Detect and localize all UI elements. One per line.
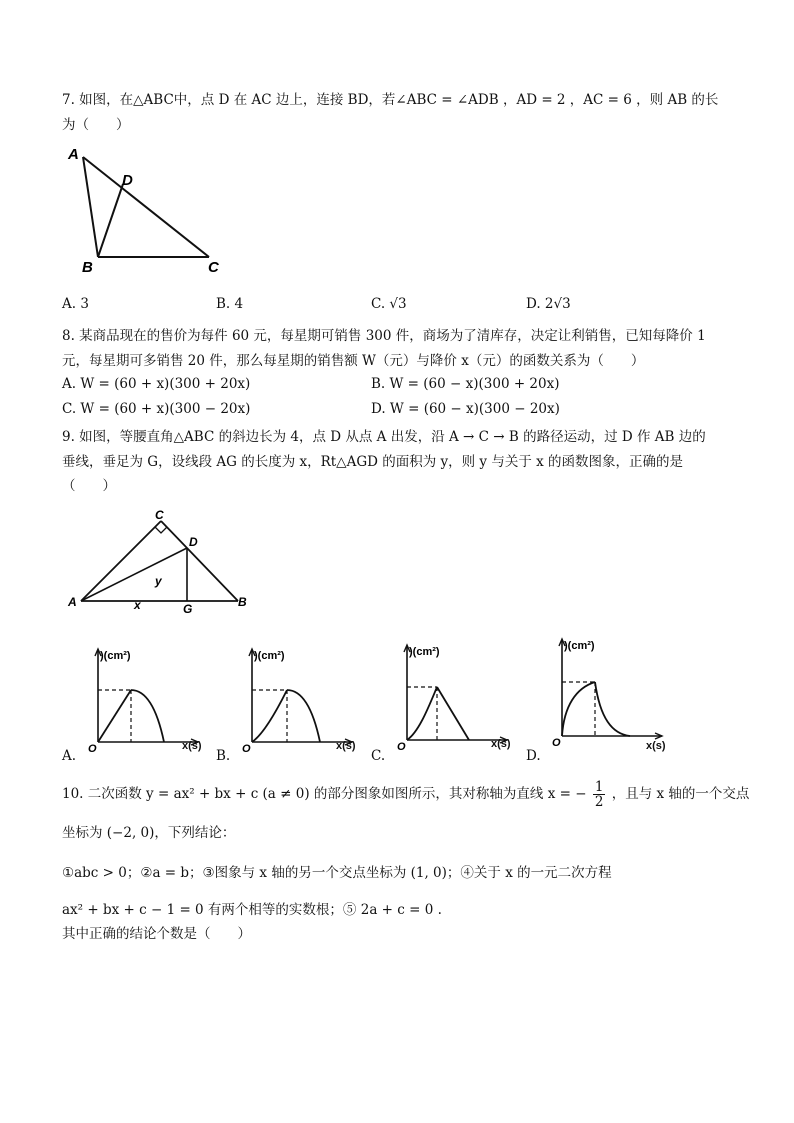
- q7-label-d: D: [122, 172, 133, 189]
- q9-graph-b[interactable]: [240, 644, 358, 754]
- q7-option-a[interactable]: A. 3: [62, 296, 89, 312]
- q9-label-d: D: [189, 535, 198, 549]
- q9-graph-a-origin: O: [88, 743, 97, 754]
- q9-graph-c-xlabel: x(s): [491, 738, 511, 750]
- q10-stem-line1-head: 10. 二次函数 y = ax² + bx + c (a ≠ 0) 的部分图象如图所示，其对称轴为直线 x = −: [62, 786, 587, 802]
- q8-option-d[interactable]: D. W = (60 − x)(300 − 20x): [371, 401, 560, 417]
- q10-stem-line5: 其中正确的结论个数是（ ）: [62, 926, 251, 942]
- q8-option-b[interactable]: B. W = (60 − x)(300 + 20x): [371, 376, 560, 392]
- q10-stem-line2: 坐标为 (−2, 0)，下列结论：: [62, 825, 236, 841]
- q7-triangle-figure: [62, 140, 242, 275]
- q9-stem-line3: （ ）: [62, 478, 116, 494]
- q9-graph-d-origin: O: [552, 737, 561, 746]
- q7-option-b[interactable]: B. 4: [216, 296, 244, 312]
- q9-triangle-figure: [62, 505, 262, 615]
- q9-graph-b-ylabel: )(cm²): [254, 650, 285, 662]
- q10-stem-line1: [62, 780, 749, 809]
- q9-graph-c-origin: O: [397, 741, 406, 750]
- q10-fraction-numerator: 1: [594, 779, 604, 795]
- q9-graph-c-ylabel: )(cm²): [409, 646, 440, 658]
- q9-label-x: x: [134, 598, 141, 612]
- q9-stem-line1: 9. 如图，等腰直角△ABC 的斜边长为 4，点 D 从点 A 出发，沿 A → C → B 的路径运动，过 D 作 AB 边的: [62, 429, 706, 445]
- q7-stem-line2: 为（ ）: [62, 117, 130, 133]
- q8-option-c[interactable]: C. W = (60 + x)(300 − 20x): [62, 401, 251, 417]
- q7-option-d[interactable]: D. 2√3: [526, 296, 571, 312]
- q9-stem-line2: 垂线，垂足为 G，设线段 AG 的长度为 x，Rt△AGD 的面积为 y，则 y 与关于 x 的函数图象，正确的是: [62, 454, 684, 470]
- q9-label-g: G: [183, 602, 193, 615]
- q9-graph-b-option[interactable]: B.: [216, 748, 231, 764]
- q7-stem-line1: 7. 如图，在△ABC中，点 D 在 AC 边上，连接 BD，若∠ABC = ∠ADB ，AD = 2 ，AC = 6 ，则 AB 的长: [62, 92, 719, 108]
- q10-stem-line1-tail: ，且与 x 轴的一个交点: [611, 786, 750, 802]
- q10-fraction: [593, 780, 606, 809]
- q10-stem-line4: ax² + bx + c − 1 = 0 有两个相等的实数根；⑤ 2a + c = 0 .: [62, 902, 442, 918]
- q10-stem-line3: ①abc > 0；②a = b；③图象与 x 轴的另一个交点坐标为 (1, 0)；④关于 x 的一元二次方程: [62, 865, 612, 881]
- q9-label-y: y: [155, 574, 162, 588]
- q10-fraction-denominator: 2: [594, 794, 604, 810]
- q9-graph-d-option[interactable]: D.: [526, 748, 541, 764]
- q9-graph-d[interactable]: [550, 634, 668, 746]
- q9-graph-b-xlabel: x(s): [336, 740, 356, 752]
- q9-graph-b-origin: O: [242, 743, 251, 754]
- q7-label-a: A: [68, 146, 79, 163]
- q7-option-c[interactable]: C. √3: [371, 296, 407, 312]
- q8-stem-line2: 元，每星期可多销售 20 件，那么每星期的销售额 W（元）与降价 x（元）的函数关系为（ ）: [62, 353, 645, 369]
- q9-graph-a-xlabel: x(s): [182, 740, 202, 752]
- q8-option-a[interactable]: A. W = (60 + x)(300 + 20x): [62, 376, 251, 392]
- q9-graph-a-option[interactable]: A.: [62, 748, 77, 764]
- q9-graph-c-option[interactable]: C.: [371, 748, 386, 764]
- q9-graph-a[interactable]: [86, 644, 204, 754]
- q9-graph-c[interactable]: [395, 640, 513, 750]
- q9-label-c: C: [155, 508, 164, 522]
- q9-label-a: A: [68, 595, 77, 609]
- q7-label-c: C: [208, 259, 219, 275]
- q8-stem-line1: 8. 某商品现在的售价为每件 60 元，每星期可销售 300 件，商场为了清库存，决定让利销售，已知每降价 1: [62, 328, 706, 344]
- q9-graph-a-ylabel: )(cm²): [100, 650, 131, 662]
- q9-graph-d-ylabel: )(cm²): [564, 640, 595, 652]
- q9-graph-d-xlabel: x(s): [646, 740, 666, 752]
- q9-label-b: B: [238, 595, 247, 609]
- q7-label-b: B: [82, 259, 93, 275]
